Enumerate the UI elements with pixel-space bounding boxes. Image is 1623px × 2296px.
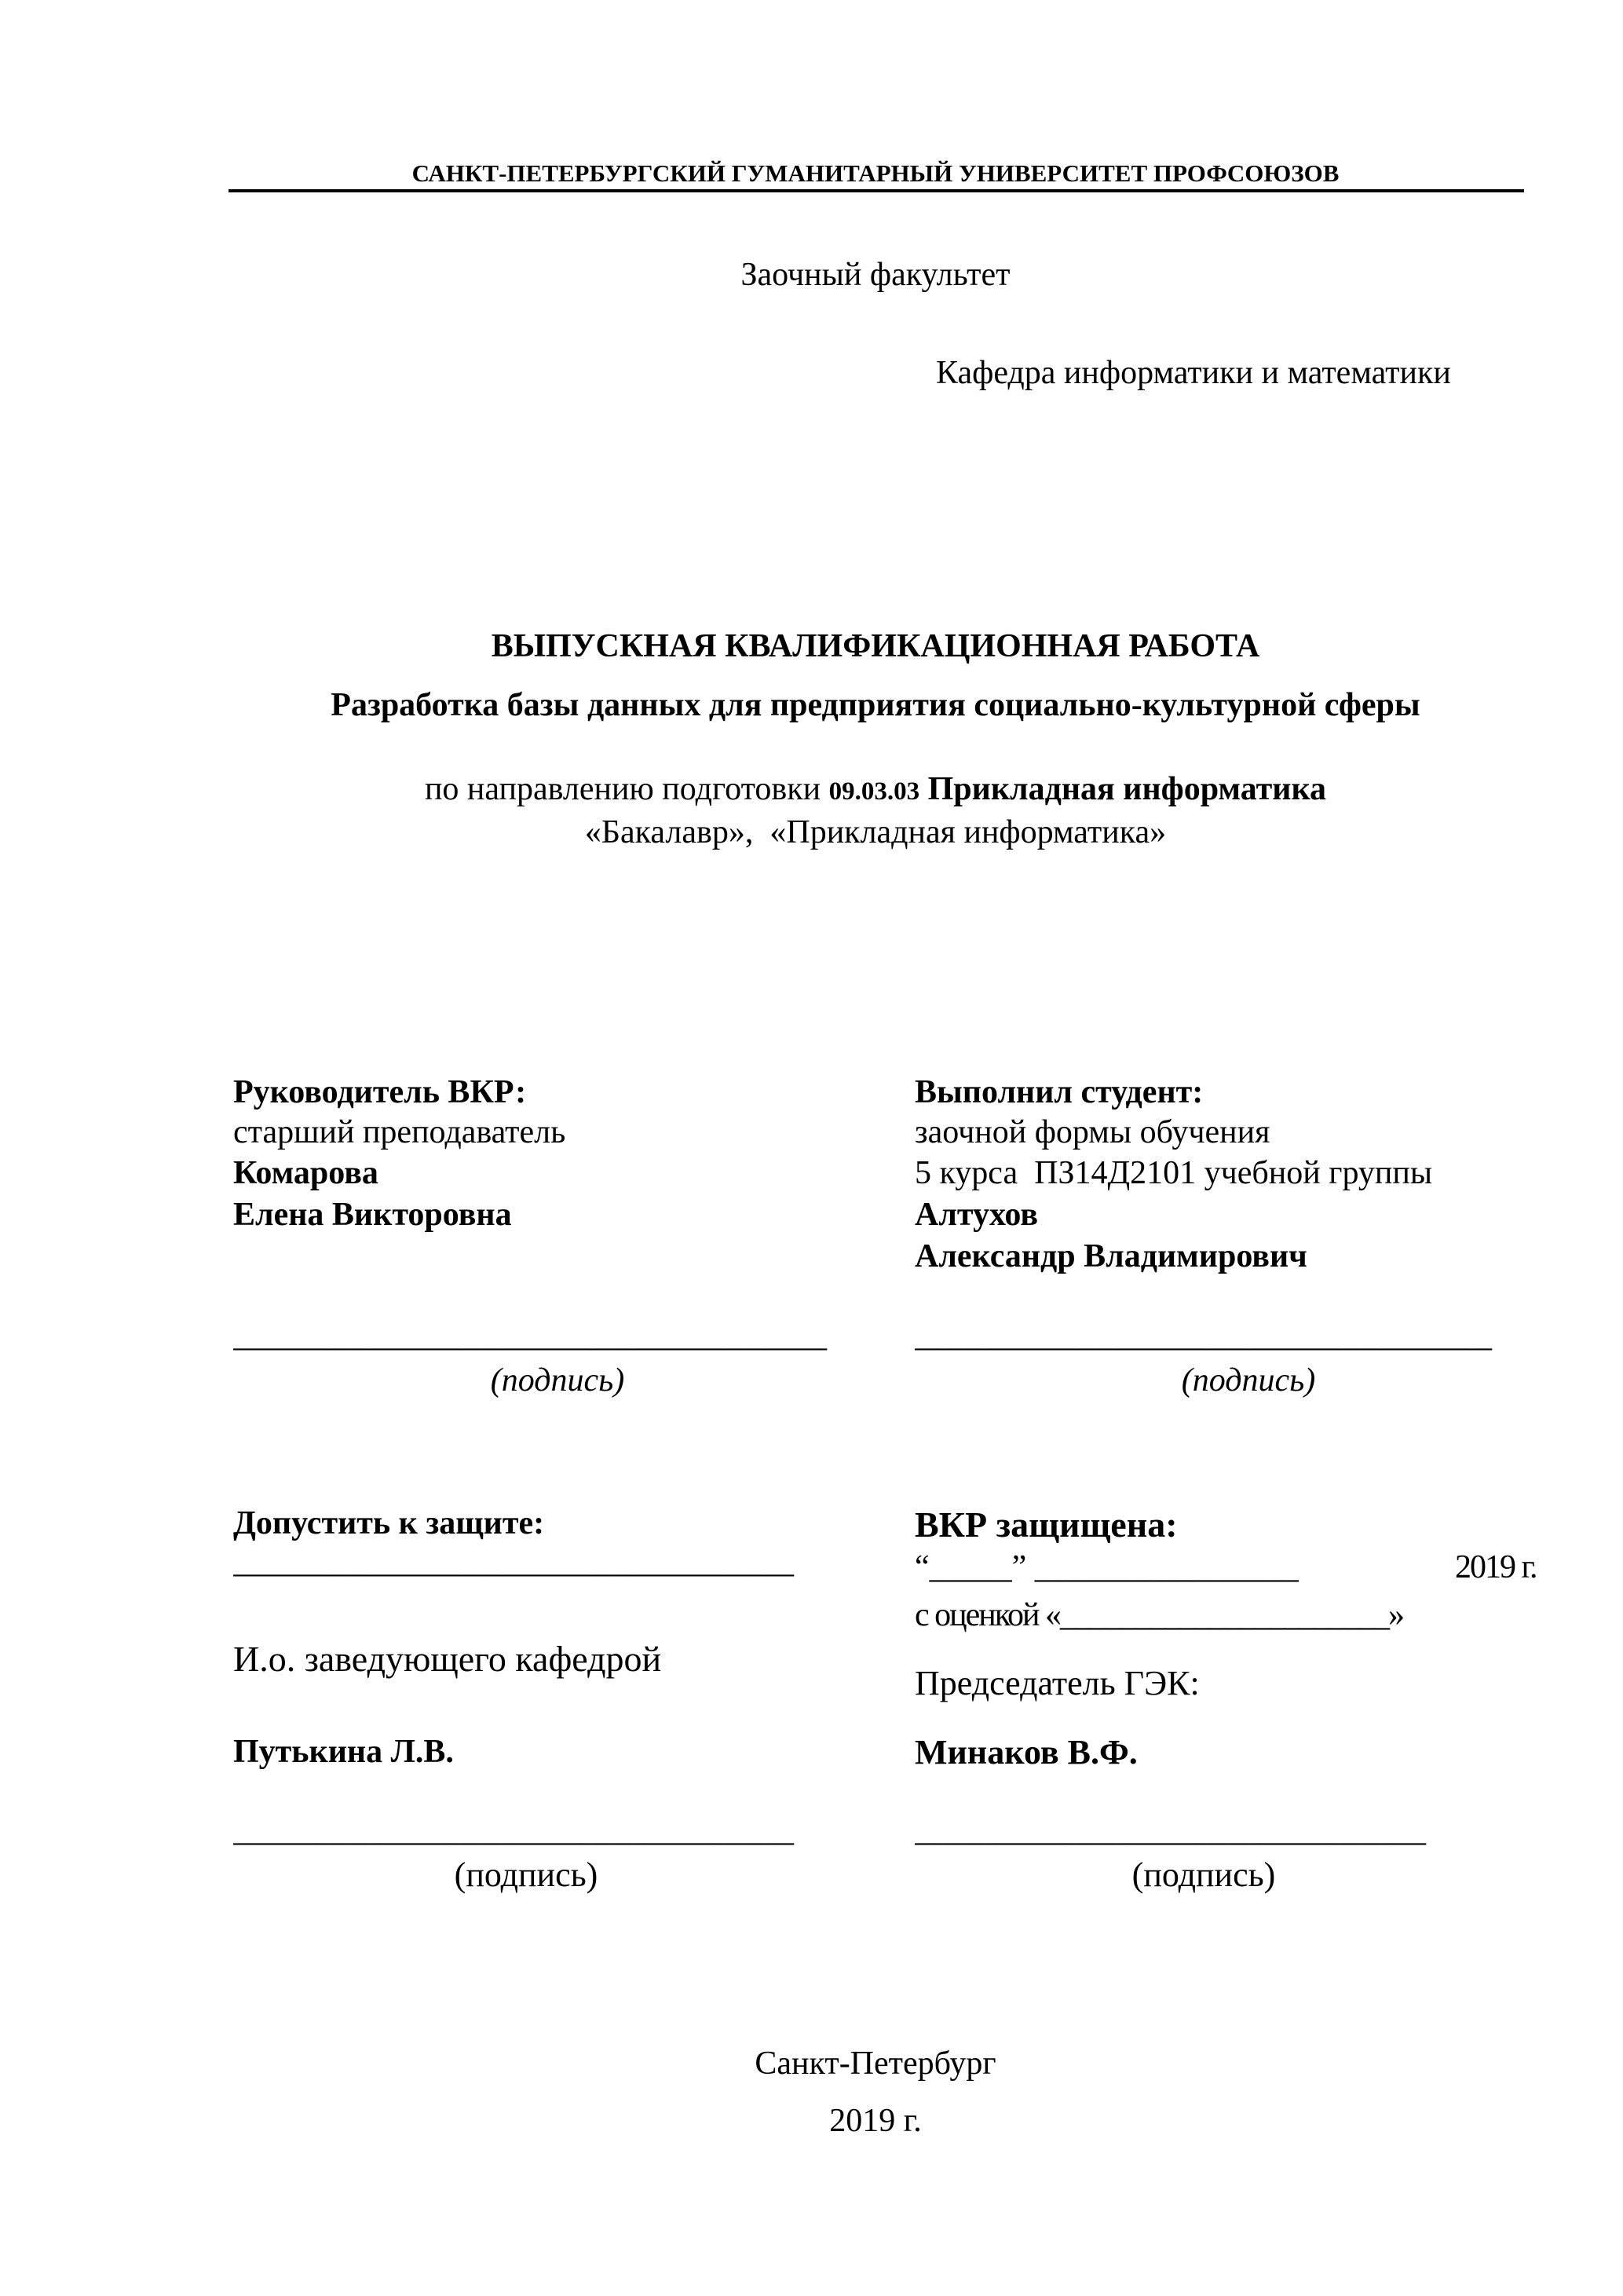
- defense-role: Председатель ГЭК:: [915, 1664, 1200, 1702]
- faculty: Заочный факультет: [740, 257, 1011, 293]
- student-group: 5 курса ПЗ14Д2101 учебной группы: [915, 1155, 1433, 1191]
- defense-grade: [915, 1599, 1403, 1632]
- supervisor-signature-label: (подпись): [490, 1362, 625, 1398]
- admission-person: Путькина Л.В.: [233, 1734, 454, 1770]
- student-signature-line: ___________________________________: [915, 1319, 1492, 1352]
- header-divider: [228, 189, 1524, 192]
- student-heading: Выполнил студент:: [915, 1074, 1204, 1110]
- direction-prefix: по направлению подготовки: [424, 771, 829, 807]
- admission-line: __________________________________: [233, 1545, 794, 1578]
- supervisor-surname: Комарова: [233, 1155, 378, 1191]
- footer-year: 2019 г.: [829, 2103, 922, 2139]
- defense-heading: ВКР защищена:: [915, 1504, 1178, 1545]
- grade-line: ______________________: [1060, 1597, 1388, 1633]
- supervisor-heading: Руководитель ВКР:: [233, 1074, 527, 1110]
- grade-suffix: »: [1388, 1597, 1403, 1633]
- supervisor-signature-line: ____________________________________: [233, 1319, 827, 1352]
- admission-heading: Допустить к защите:: [233, 1505, 545, 1541]
- university-name: САНКТ-ПЕТЕРБУРГСКИЙ ГУМАНИТАРНЫЙ УНИВЕРСИТЕТ ПРОФСОЮЗОВ: [411, 159, 1340, 187]
- footer-city: Санкт-Петербург: [755, 2046, 996, 2082]
- study-direction: [425, 773, 1326, 806]
- grade-prefix: с оценкой «: [915, 1597, 1060, 1633]
- defense-person: Минаков В.Ф.: [915, 1733, 1138, 1771]
- department: Кафедра информатики и математики: [936, 355, 1451, 391]
- student-form: заочной формы обучения: [915, 1114, 1270, 1150]
- defense-date-line: “_____” ________________: [915, 1549, 1299, 1585]
- defense-signature-line: _______________________________: [915, 1814, 1426, 1847]
- degree: «Бакалавр», «Прикладная информатика»: [584, 814, 1167, 850]
- direction-name: Прикладная информатика: [919, 771, 1327, 807]
- supervisor-position: старший преподаватель: [233, 1114, 566, 1150]
- supervisor-name: Елена Викторовна: [233, 1197, 512, 1233]
- admission-signature-label: (подпись): [454, 1855, 598, 1894]
- work-type: ВЫПУСКНАЯ КВАЛИФИКАЦИОННАЯ РАБОТА: [491, 628, 1260, 664]
- student-surname: Алтухов: [915, 1197, 1039, 1233]
- direction-code: 09.03.03: [828, 777, 920, 806]
- admission-signature-line: __________________________________: [233, 1814, 794, 1847]
- defense-signature-label: (подпись): [1131, 1855, 1276, 1894]
- thesis-topic: Разработка базы данных для предприятия социально-культурной сферы: [331, 687, 1420, 723]
- student-signature-label: (подпись): [1181, 1362, 1316, 1398]
- defense-year: 2019 г.: [1455, 1549, 1537, 1585]
- student-name: Александр Владимирович: [915, 1238, 1307, 1274]
- admission-role: И.о. заведующего кафедрой: [233, 1639, 662, 1679]
